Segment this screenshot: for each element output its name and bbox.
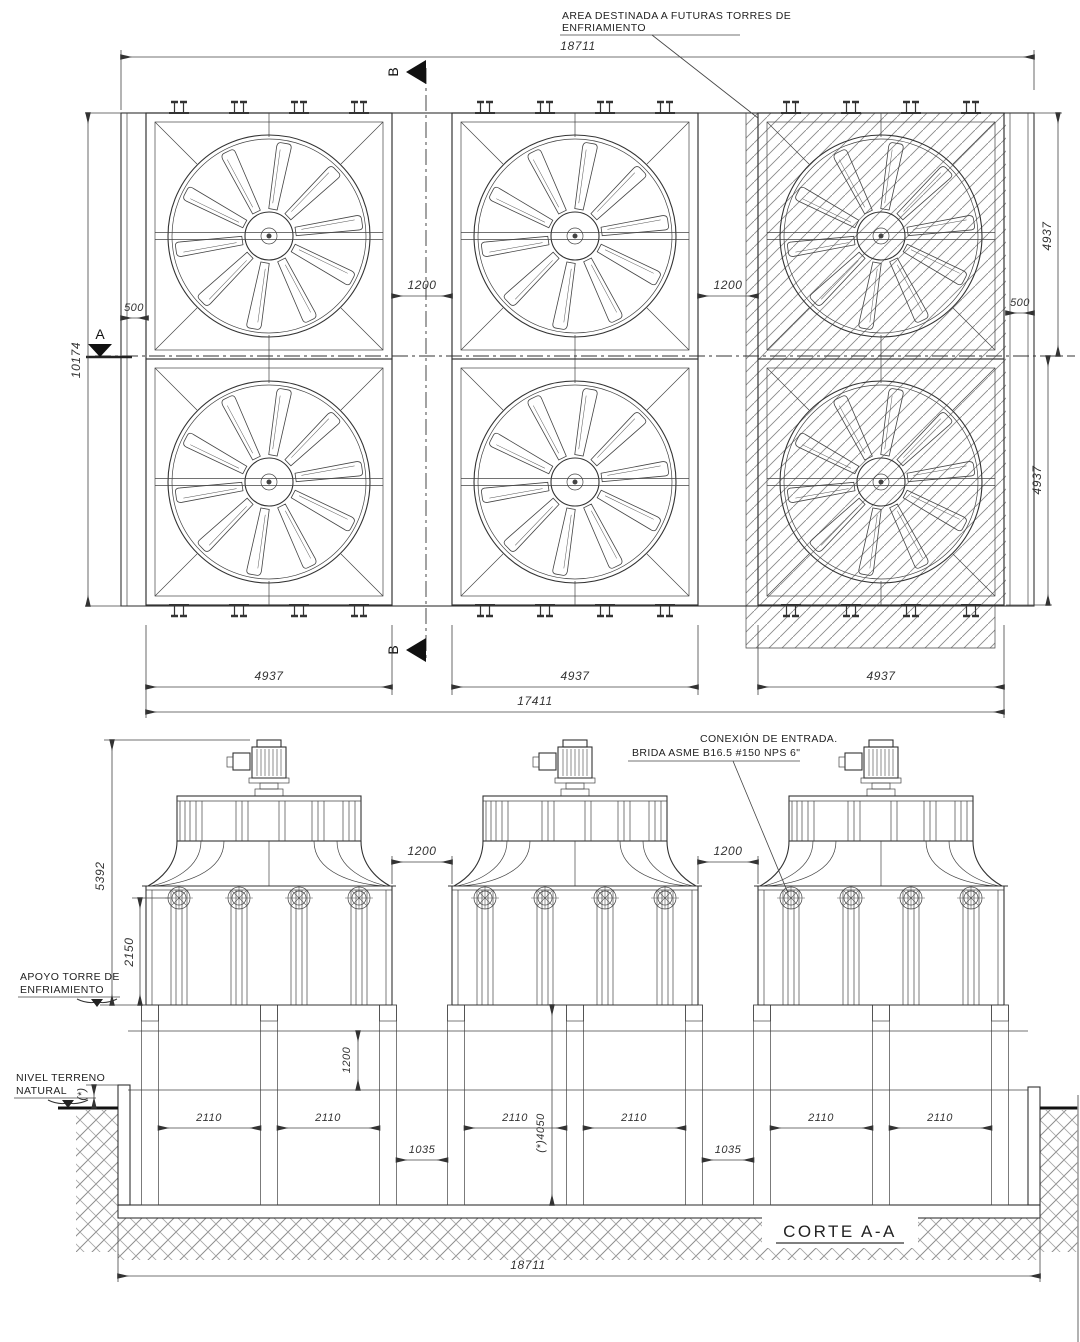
- section-marker-b-top-label: B: [385, 67, 401, 77]
- svg-text:18711: 18711: [510, 1258, 546, 1272]
- future-area-note-line1: AREA DESTINADA A FUTURAS TORRES DE: [562, 10, 792, 22]
- svg-text:18711: 18711: [560, 39, 596, 53]
- svg-text:1200: 1200: [713, 844, 743, 858]
- svg-text:500: 500: [1010, 297, 1030, 309]
- svg-text:1200: 1200: [407, 278, 437, 292]
- svg-text:2110: 2110: [927, 1112, 953, 1124]
- svg-text:500: 500: [124, 302, 144, 314]
- support-label-line1: APOYO TORRE DE: [20, 971, 120, 983]
- inlet-note-line2: BRIDA ASME B16.5 #150 NPS 6": [632, 747, 801, 759]
- svg-text:4937: 4937: [1030, 465, 1044, 495]
- svg-text:(*)4050: (*)4050: [535, 1113, 547, 1153]
- svg-text:(*): (*): [76, 1087, 88, 1101]
- future-area-note-line2: ENFRIAMIENTO: [562, 22, 646, 34]
- svg-text:5392: 5392: [93, 861, 107, 891]
- svg-text:4937: 4937: [1040, 221, 1054, 251]
- support-label-line2: ENFRIAMIENTO: [20, 984, 104, 996]
- svg-text:1200: 1200: [341, 1046, 353, 1074]
- svg-text:1200: 1200: [713, 278, 743, 292]
- svg-text:2110: 2110: [621, 1112, 647, 1124]
- svg-text:4937: 4937: [866, 669, 896, 683]
- svg-text:2110: 2110: [196, 1112, 222, 1124]
- ground-label-line2: NATURAL: [16, 1085, 68, 1097]
- svg-text:2150: 2150: [122, 937, 136, 967]
- svg-text:10174: 10174: [69, 341, 83, 379]
- ground-label-line1: NIVEL TERRENO: [16, 1072, 106, 1084]
- svg-text:1035: 1035: [408, 1144, 436, 1156]
- svg-text:CORTE A-A: CORTE A-A: [783, 1222, 897, 1241]
- section-marker-a-label: A: [95, 326, 105, 342]
- section-marker-b-bottom-label: B: [385, 645, 401, 655]
- svg-text:17411: 17411: [517, 694, 553, 708]
- svg-text:4937: 4937: [254, 669, 284, 683]
- svg-text:2110: 2110: [808, 1112, 834, 1124]
- svg-text:1200: 1200: [407, 844, 437, 858]
- svg-text:2110: 2110: [502, 1112, 528, 1124]
- inlet-note-line1: CONEXIÓN DE ENTRADA.: [700, 733, 838, 745]
- svg-text:1035: 1035: [714, 1144, 742, 1156]
- section-title: [762, 1214, 918, 1248]
- svg-text:4937: 4937: [560, 669, 590, 683]
- svg-text:2110: 2110: [315, 1112, 341, 1124]
